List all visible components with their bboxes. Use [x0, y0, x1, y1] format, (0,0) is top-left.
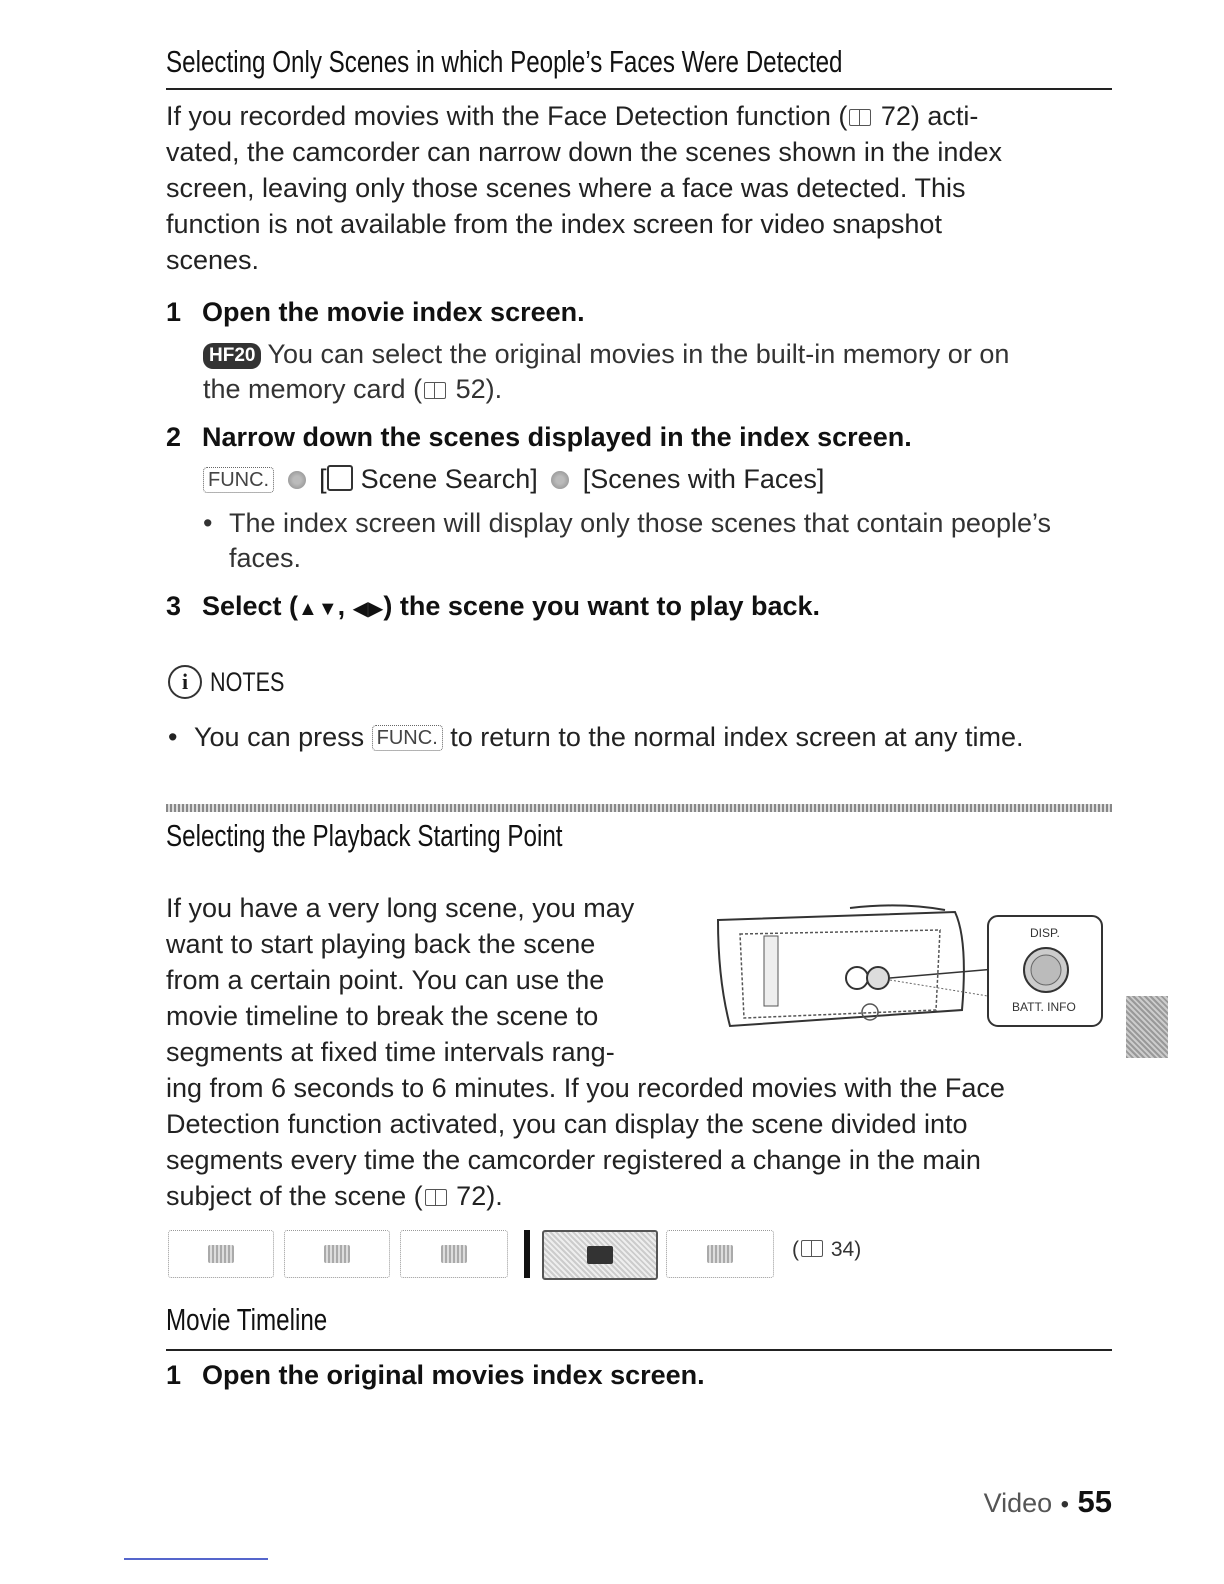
step-1: 1 Open the original movies index screen.: [166, 1360, 705, 1390]
notes-bullet: • You can press FUNC. to return to the normal index screen at any time.: [168, 722, 1024, 752]
scene-search-icon: [327, 465, 353, 491]
mode-icon-dual-shot: [168, 1230, 274, 1278]
disp-label: DISP.: [1030, 926, 1060, 940]
section-title: Selecting Only Scenes in which People’s Faces Were Detected: [166, 44, 843, 79]
book-ref-icon: [801, 1240, 823, 1257]
playback-paragraph: If you have a very long scene, you may want to start playing back the scene from a certain point. You can use the movie timeline to break the scene to segments at fixed time intervals rang- ing from 6 seconds to 6 minutes. If you recorded movies with the Face Detection function activated, you can display the scene divided into segments every time the camcorder registered a change in the main subject of the scene ( 72).: [166, 893, 1005, 1211]
section-divider: [166, 804, 1112, 812]
mode-separator: [524, 1230, 530, 1278]
step-2-bullet: • The index screen will display only those scenes that contain people’s faces.: [203, 508, 1051, 573]
book-ref-icon: [424, 382, 446, 399]
side-tab: [1126, 996, 1168, 1058]
step-1-note: HF20 You can select the original movies in the built-in memory or on the memory card ( 52).: [203, 339, 1010, 404]
func-key: FUNC.: [203, 467, 274, 493]
mode-page-ref: ( 34): [792, 1238, 862, 1261]
dual-shot-icon: [208, 1245, 234, 1263]
step-3: 3 Select (▲▼, ◀▶) the scene you want to play back.: [166, 591, 821, 621]
step-2: 2 Narrow down the scenes displayed in the index screen.: [166, 422, 912, 452]
title-rule: [166, 88, 1112, 90]
mode-icon-movie-record: [284, 1230, 390, 1278]
mode-icon-photo-record: [400, 1230, 508, 1278]
notes-header: i NOTES: [168, 665, 303, 701]
intro-paragraph: If you recorded movies with the Face Detection function ( 72) acti- vated, the camcorder can narrow down the scenes shown in the index screen, leaving only those scenes where a face was detected. This function is not available from the index screen for video snapshot scenes.: [166, 101, 1002, 275]
book-ref-icon: [849, 109, 871, 126]
func-key: FUNC.: [372, 725, 443, 751]
movie-camera-icon: [324, 1245, 350, 1263]
book-ref-icon: [425, 1189, 447, 1206]
step-1: 1 Open the movie index screen.: [166, 297, 585, 327]
camera-icon: [441, 1245, 467, 1263]
mode-icon-photo-playback: [666, 1230, 774, 1278]
up-down-arrows-icon: ▲▼: [298, 598, 338, 620]
page-footer: Video • 55: [983, 1484, 1112, 1519]
section-title: Movie Timeline: [166, 1302, 328, 1337]
step-2-menu-path: FUNC. [ Scene Search] [Scenes with Faces]: [203, 462, 824, 497]
bottom-rule: [124, 1558, 268, 1560]
title-rule: [166, 1349, 1112, 1351]
info-icon: i: [168, 665, 202, 699]
mode-icon-movie-playback: [542, 1230, 658, 1280]
arrow-icon: [288, 471, 306, 489]
camcorder-illustration: [700, 900, 1110, 1040]
movie-playback-icon: [587, 1246, 613, 1264]
arrow-icon: [551, 471, 569, 489]
left-right-arrows-icon: ◀▶: [352, 598, 384, 620]
batt-info-label: BATT. INFO: [1012, 1000, 1076, 1014]
model-badge: HF20: [203, 343, 261, 369]
photo-playback-icon: [707, 1245, 733, 1263]
section-title: Selecting the Playback Starting Point: [166, 818, 563, 853]
